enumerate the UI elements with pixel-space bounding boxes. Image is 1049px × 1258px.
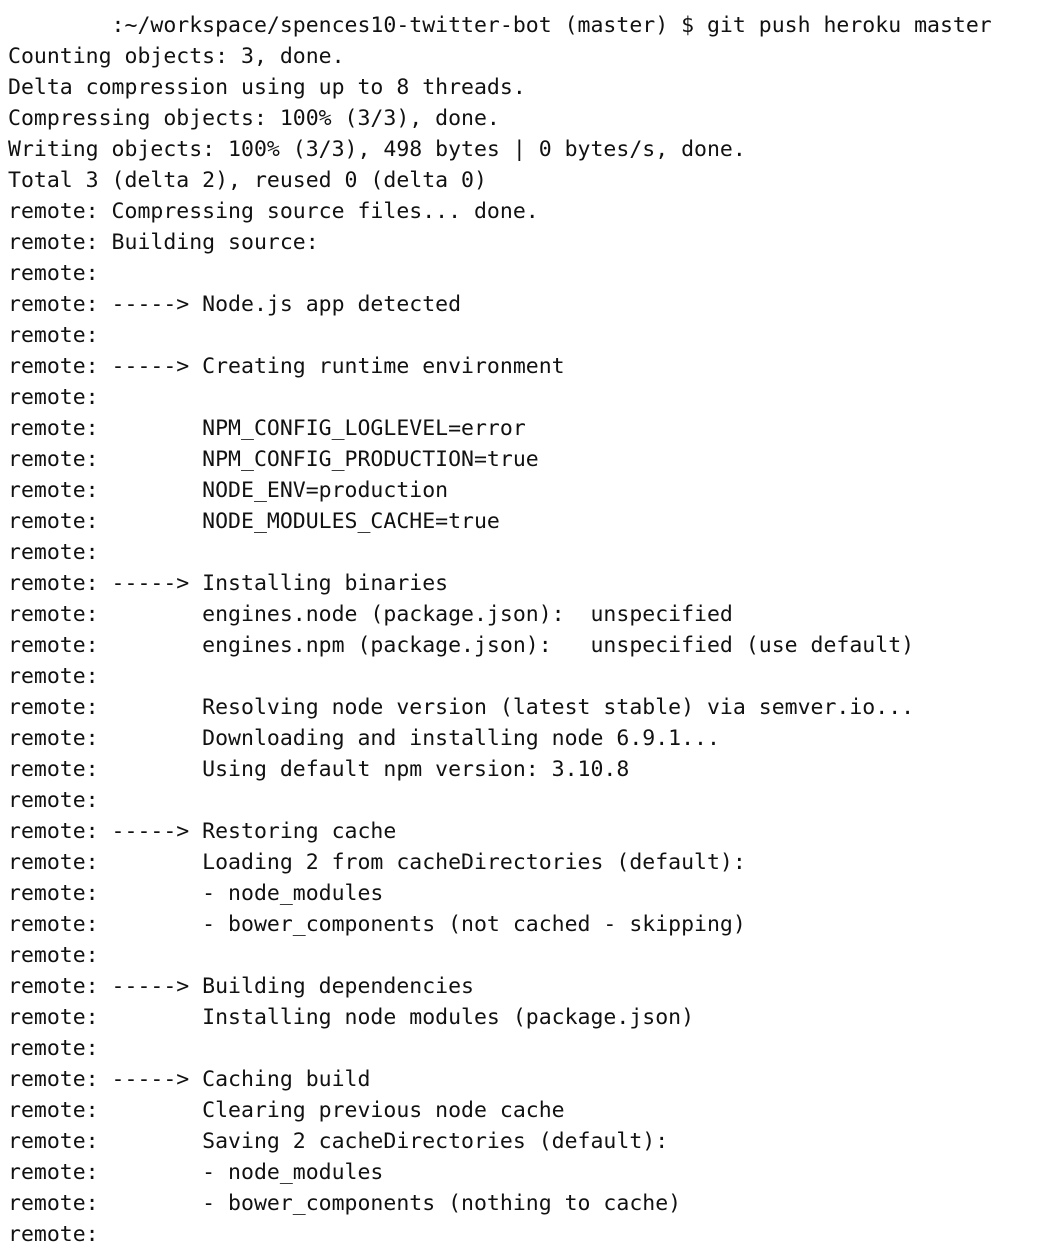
terminal-line: Counting objects: 3, done. bbox=[8, 44, 345, 69]
terminal-line: remote: bbox=[8, 943, 99, 968]
terminal-line: remote: - bower_components (not cached - skipping) bbox=[8, 912, 746, 937]
terminal-line: remote: Using default npm version: 3.10.8 bbox=[8, 757, 630, 782]
terminal-line: remote: Downloading and installing node 6.9.1... bbox=[8, 726, 720, 751]
terminal-line: remote: -----> Installing binaries bbox=[8, 571, 449, 596]
terminal-line: remote: Compressing source files... done. bbox=[8, 199, 539, 224]
terminal-line: remote: -----> Restoring cache bbox=[8, 819, 397, 844]
terminal-line: remote: bbox=[8, 1036, 99, 1061]
terminal-line: Total 3 (delta 2), reused 0 (delta 0) bbox=[8, 168, 487, 193]
terminal-line: remote: NPM_CONFIG_PRODUCTION=true bbox=[8, 447, 539, 472]
terminal-line: remote: NODE_MODULES_CACHE=true bbox=[8, 509, 500, 534]
terminal-line: remote: bbox=[8, 540, 99, 565]
terminal-line: remote: Loading 2 from cacheDirectories (default): bbox=[8, 850, 746, 875]
terminal-line: remote: - bower_components (nothing to cache) bbox=[8, 1191, 682, 1216]
terminal-line: remote: -----> Caching build bbox=[8, 1067, 371, 1092]
terminal-line: remote: - node_modules bbox=[8, 881, 384, 906]
terminal-line: remote: - node_modules bbox=[8, 1160, 384, 1185]
terminal-line-prompt: :~/workspace/spences10-twitter-bot (master) $ git push heroku master bbox=[8, 13, 992, 38]
terminal-line: remote: engines.node (package.json): unspecified bbox=[8, 602, 733, 627]
terminal-line: remote: Saving 2 cacheDirectories (default): bbox=[8, 1129, 669, 1154]
terminal-line: Compressing objects: 100% (3/3), done. bbox=[8, 106, 500, 131]
terminal-line: remote: bbox=[8, 323, 99, 348]
terminal-line: remote: engines.npm (package.json): unspecified (use default) bbox=[8, 633, 915, 658]
terminal-line: remote: -----> Creating runtime environment bbox=[8, 354, 565, 379]
terminal-line: remote: Resolving node version (latest stable) via semver.io... bbox=[8, 695, 915, 720]
terminal-line: remote: bbox=[8, 788, 99, 813]
terminal-line: remote: -----> Building dependencies bbox=[8, 974, 474, 999]
terminal-line: remote: bbox=[8, 664, 99, 689]
terminal-line: remote: bbox=[8, 385, 99, 410]
terminal-line: remote: Building source: bbox=[8, 230, 319, 255]
terminal-line: Delta compression using up to 8 threads. bbox=[8, 75, 526, 100]
terminal-line: remote: bbox=[8, 1222, 99, 1247]
terminal-line: remote: Installing node modules (package.json) bbox=[8, 1005, 695, 1030]
terminal-line: remote: bbox=[8, 261, 99, 286]
terminal-line: remote: Clearing previous node cache bbox=[8, 1098, 565, 1123]
terminal-line: remote: NODE_ENV=production bbox=[8, 478, 449, 503]
terminal-line: remote: -----> Node.js app detected bbox=[8, 292, 462, 317]
terminal-line: Writing objects: 100% (3/3), 498 bytes | 0 bytes/s, done. bbox=[8, 137, 746, 162]
terminal-line: remote: NPM_CONFIG_LOGLEVEL=error bbox=[8, 416, 526, 441]
